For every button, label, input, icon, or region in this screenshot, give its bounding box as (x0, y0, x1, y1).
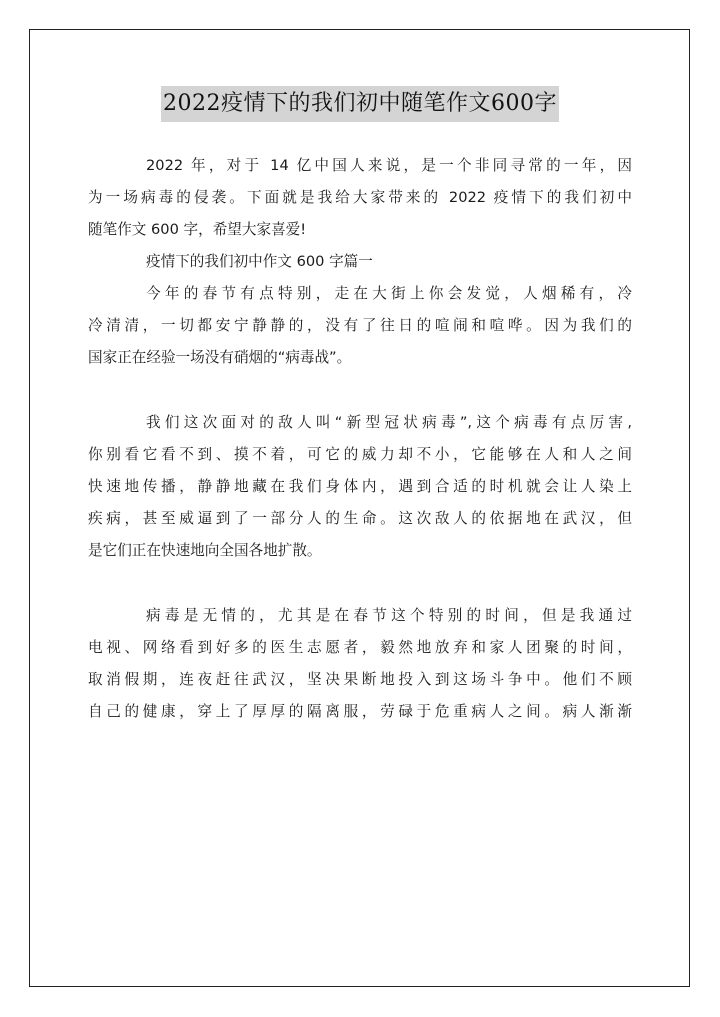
paragraph-gap (88, 374, 632, 407)
text-line: 取消假期，连夜赶往武汉，坚决果断地投入到这场斗争中。他们不顾 (88, 671, 632, 688)
text-line: 随笔作文 600 字，希望大家喜爱! (88, 221, 307, 238)
text-line: 是它们正在快速地向全国各地扩散。 (88, 542, 322, 559)
document-title: 2022疫情下的我们初中随笔作文600字 (161, 86, 559, 122)
text-line: 为一场病毒的侵袭。下面就是我给大家带来的 2022 疫情下的我们初中 (88, 189, 632, 206)
text-line: 我们这次面对的敌人叫“新型冠状病毒”,这个病毒有点厉害, (146, 414, 632, 431)
text-line: 自己的健康，穿上了厚厚的隔离服，劳碌于危重病人之间。病人渐渐 (88, 703, 632, 720)
text-line: 冷清清，一切都安宁静静的，没有了往日的喧闹和喧哗。因为我们的 (88, 317, 632, 334)
text-line: 今年的春节有点特别，走在大街上你会发觉，人烟稀有，冷 (146, 285, 632, 302)
section-heading: 疫情下的我们初中作文 600 字篇一 (146, 253, 373, 270)
title-block (0, 86, 720, 122)
text-line: 病毒是无情的，尤其是在春节这个特别的时间，但是我通过 (146, 607, 632, 624)
text-line: 2022 年，对于 14 亿中国人来说，是一个非同寻常的一年，因 (146, 157, 632, 174)
text-line: 电视、网络看到好多的医生志愿者，毅然地放弃和家人团聚的时间， (88, 639, 632, 656)
paragraph-gap (88, 567, 632, 600)
document-body (88, 150, 632, 728)
text-line: 快速地传播，静静地藏在我们身体内，遇到合适的时机就会让人染上 (88, 478, 632, 495)
text-line: 国家正在经验一场没有硝烟的“病毒战”。 (88, 349, 352, 366)
text-line: 疾病，甚至威逼到了一部分人的生命。这次敌人的依据地在武汉，但 (88, 510, 632, 527)
text-line: 你别看它看不到、摸不着，可它的威力却不小，它能够在人和人之间 (88, 446, 632, 463)
